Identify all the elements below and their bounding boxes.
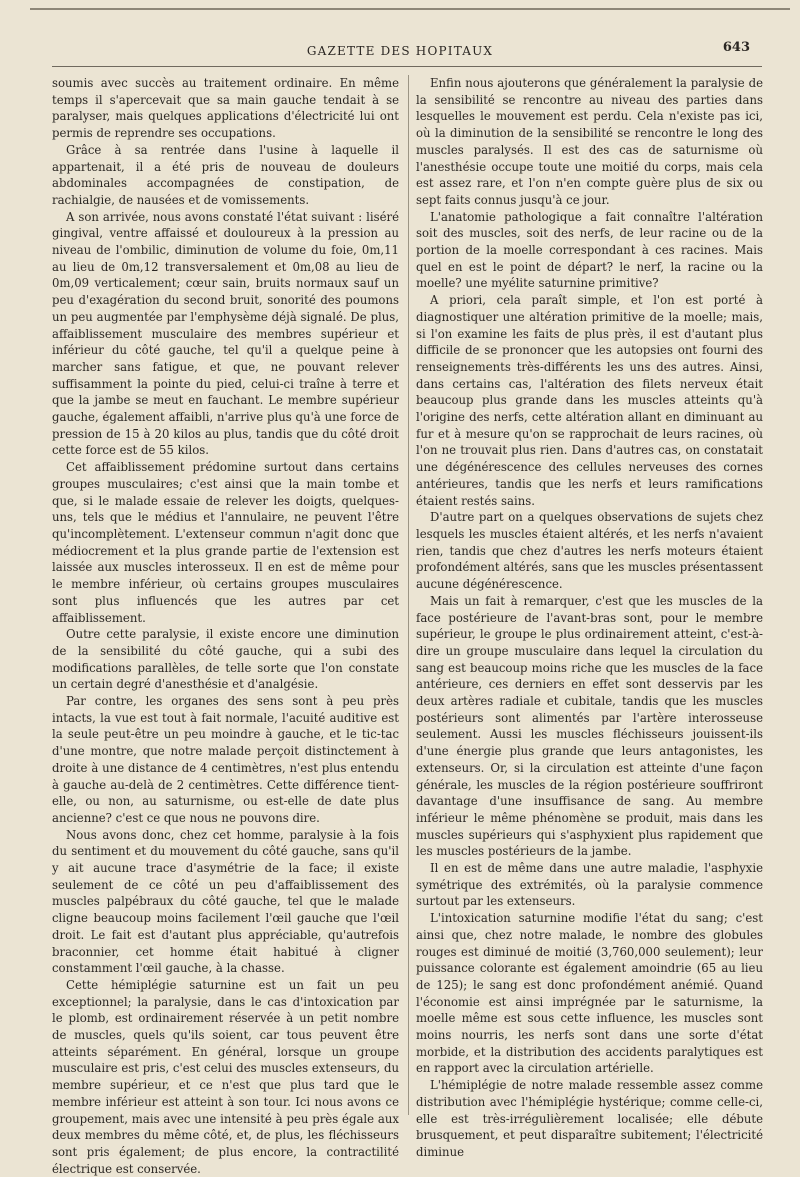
top-rule [30, 8, 790, 10]
paragraph: Cet affaiblissement prédomine surtout dans certains groupes musculaires; c'est ainsi que la main tombe et que, si le malade essaie de relever les doigts, quelques-uns, tels que le médius et l'annulaire, ne peuvent l'être qu'incomplètement. L'extenseur commun n'agit donc que médiocrement et la plus grande partie de l'extension est laissée aux muscles interosseux. Il en est de même pour le membre inférieur, où certains groupes musculaires sont plus influencés que les autres par cet affaiblissement. [52, 460, 399, 625]
page-number: 643 [722, 40, 750, 55]
paragraph: D'autre part on a quelques observations de sujets chez lesquels les muscles étaient altérés, et les nerfs n'avaient rien, tandis que chez d'autres les nerfs moteurs étaient profondément altérés, sans que les muscles présentassent aucune dégénérescence. [416, 510, 763, 592]
paragraph: Grâce à sa rentrée dans l'usine à laquelle il appartenait, il a été pris de nouveau de douleurs abdominales accompagnées de constipation, de rachialgie, de nausées et de vomissements. [52, 142, 399, 207]
header-rule [52, 66, 762, 67]
paragraph: L'anatomie pathologique a fait connaître l'altération soit des muscles, soit des nerfs, de leur racine ou de la portion de la moelle correspondant à ces racines. Mais quel en est le point de départ? le nerf, la racine ou la moelle? une myélite saturnine primitive? [416, 209, 763, 291]
paragraph: L'hémiplégie de notre malade ressemble assez comme distribution avec l'hémiplégie hystérique; comme celle-ci, elle est très-irrégulièrement localisée; elle débute brusquement, et peut disparaître subitement; l'électricité diminue [416, 1078, 763, 1159]
page-header [20, 40, 780, 64]
column-divider [408, 75, 409, 1115]
paragraph: Cette hémiplégie saturnine est un fait un peu exceptionnel; la paralysie, dans le cas d'intoxication par le plomb, est ordinairement réservée à un petit nombre de muscles, quels qu'ils soient, car tous peuvent être atteints séparément. En général, lorsque un groupe musculaire est pris, c'est celui des muscles extenseurs, du membre supérieur, et ce n'est que plus tard que le membre inférieur est atteint à son tour. Ici nous avons ce groupement, mais avec une intensité à peu près égale aux deux membres du même côté, et, de plus, les fléchisseurs sont pris également; de plus encore, la contractilité électrique est conservée. [52, 977, 399, 1176]
left-column [52, 75, 399, 1176]
right-column [416, 75, 763, 1159]
paragraph: Outre cette paralysie, il existe encore une diminution de la sensibilité du côté gauche, qui a subi des modifications parallèles, de telle sorte que l'on constate un certain degré d'anesthésie et d'analgésie. [52, 627, 399, 692]
paragraph: soumis avec succès au traitement ordinaire. En même temps il s'apercevait que sa main gauche tendait à se paralyser, mais quelques applications d'électricité lui ont permis de reprendre ses occupations. [52, 76, 399, 141]
paragraph: Mais un fait à remarquer, c'est que les muscles de la face postérieure de l'avant-bras sont, pour le membre supérieur, le groupe le plus ordinairement atteint, c'est-à-dire un groupe musculaire dans lequel la circulation du sang est beaucoup moins riche que les muscles de la face antérieure, ces derniers en effet sont desservis par les deux artères radiale et cubitale, tandis que les muscles postérieurs sont alimentés par l'artère interosseuse seulement. Aussi les muscles fléchisseurs jouissent-ils d'une énergie plus grande que leurs antagonistes, les extenseurs. Or, si la circulation est atteinte d'une façon générale, les muscles de la région postérieure souffriront davantage d'une insuffisance de sang. Au membre inférieur le même phénomène se produit, mais dans les muscles supérieurs qui s'asphyxient plus rapidement que les muscles postérieurs de la jambe. [416, 593, 763, 859]
paragraph: L'intoxication saturnine modifie l'état du sang; c'est ainsi que, chez notre malade, le nombre des globules rouges est diminué de moitié (3,760,000 seulement); leur puissance colorante est également amoindrie (65 au lieu de 125); le sang est donc profondément anémié. Quand l'économie est ainsi imprégnée par le saturnisme, la moelle même est sous cette influence, les muscles sont moins nourris, les nerfs sont dans une sorte d'état morbide, et la distribution des accidents paralytiques est en rapport avec la circulation artérielle. [416, 911, 763, 1076]
paragraph: Il en est de même dans une autre maladie, l'asphyxie symétrique des extrémités, où la paralysie commence surtout par les extenseurs. [416, 861, 763, 909]
paragraph: A son arrivée, nous avons constaté l'état suivant : liséré gingival, ventre affaissé et douloureux à la pression au niveau de l'ombilic, diminution de volume du foie, 0m,11 au lieu de 0m,12 transversalement et 0m,08 au lieu de 0m,09 verticalement; cœur sain, bruits normaux sauf un peu d'exagération du second bruit, sonorité des poumons un peu augmentée par l'emphysème déjà signalé. De plus, affaiblissement musculaire des membres supérieur et inférieur du côté gauche, tel qu'il a quelque peine à marcher sans fatigue, et que, ne pouvant relever suffisamment la pointe du pied, celui-ci traîne à terre et que la jambe se meut en fauchant. Le membre supérieur gauche, également affaibli, n'arrive plus qu'à une force de pression de 15 à 20 kilos au plus, tandis que du côté droit cette force est de 55 kilos. [52, 209, 399, 458]
paragraph: Nous avons donc, chez cet homme, paralysie à la fois du sentiment et du mouvement du côté gauche, sans qu'il y ait aucune trace d'asymétrie de la face; il existe seulement de ce côté un peu d'affaiblissement des muscles palpébraux du côté gauche, tel que le malade cligne beaucoup moins facilement l'œil gauche que l'œil droit. Le fait est d'autant plus appréciable, qu'autrefois braconnier, cet homme était habitué à cligner constamment l'œil gauche, à la chasse. [52, 827, 399, 976]
paragraph: A priori, cela paraît simple, et l'on est porté à diagnostiquer une altération primitive de la moelle; mais, si l'on examine les faits de plus près, il est d'autant plus difficile de se prononcer que les autopsies ont fourni des renseignements très-différents les uns des autres. Ainsi, dans certains cas, l'altération des filets nerveux était beaucoup plus grande dans les muscles atteints qu'à l'origine des nerfs, cette altération allant en diminuant au fur et à mesure qu'on se rapprochait de leurs racines, où l'on ne trouvait plus rien. Dans d'autres cas, on constatait une dégénérescence des cellules nerveuses des cornes antérieures, tandis que les nerfs et leurs ramifications étaient restés sains. [416, 293, 763, 508]
running-head: GAZETTE DES HOPITAUX [306, 44, 494, 58]
paragraph: Par contre, les organes des sens sont à peu près intacts, la vue est tout à fait normale, l'acuité auditive est la seule peut-être un peu moindre à gauche, et le tic-tac d'une montre, que notre malade perçoit distinctement à droite à une distance de 4 centimètres, n'est plus entendu à gauche au-delà de 2 centimètres. Cette différence tient-elle, ou non, au saturnisme, ou est-elle de date plus ancienne? c'est ce que nous ne pouvons dire. [52, 694, 399, 825]
text-columns [52, 75, 763, 1176]
paragraph: Enfin nous ajouterons que généralement la paralysie de la sensibilité se rencontre au niveau des parties dans lesquelles le mouvement est perdu. Cela n'existe pas ici, où la diminution de la sensibilité se rencontre le long des muscles paralysés. Il est des cas de saturnisme où l'anesthésie occupe toute une moitié du corps, mais cela est assez rare, et l'on n'en compte guère plus de six ou sept faits connus jusqu'à ce jour. [416, 76, 763, 207]
